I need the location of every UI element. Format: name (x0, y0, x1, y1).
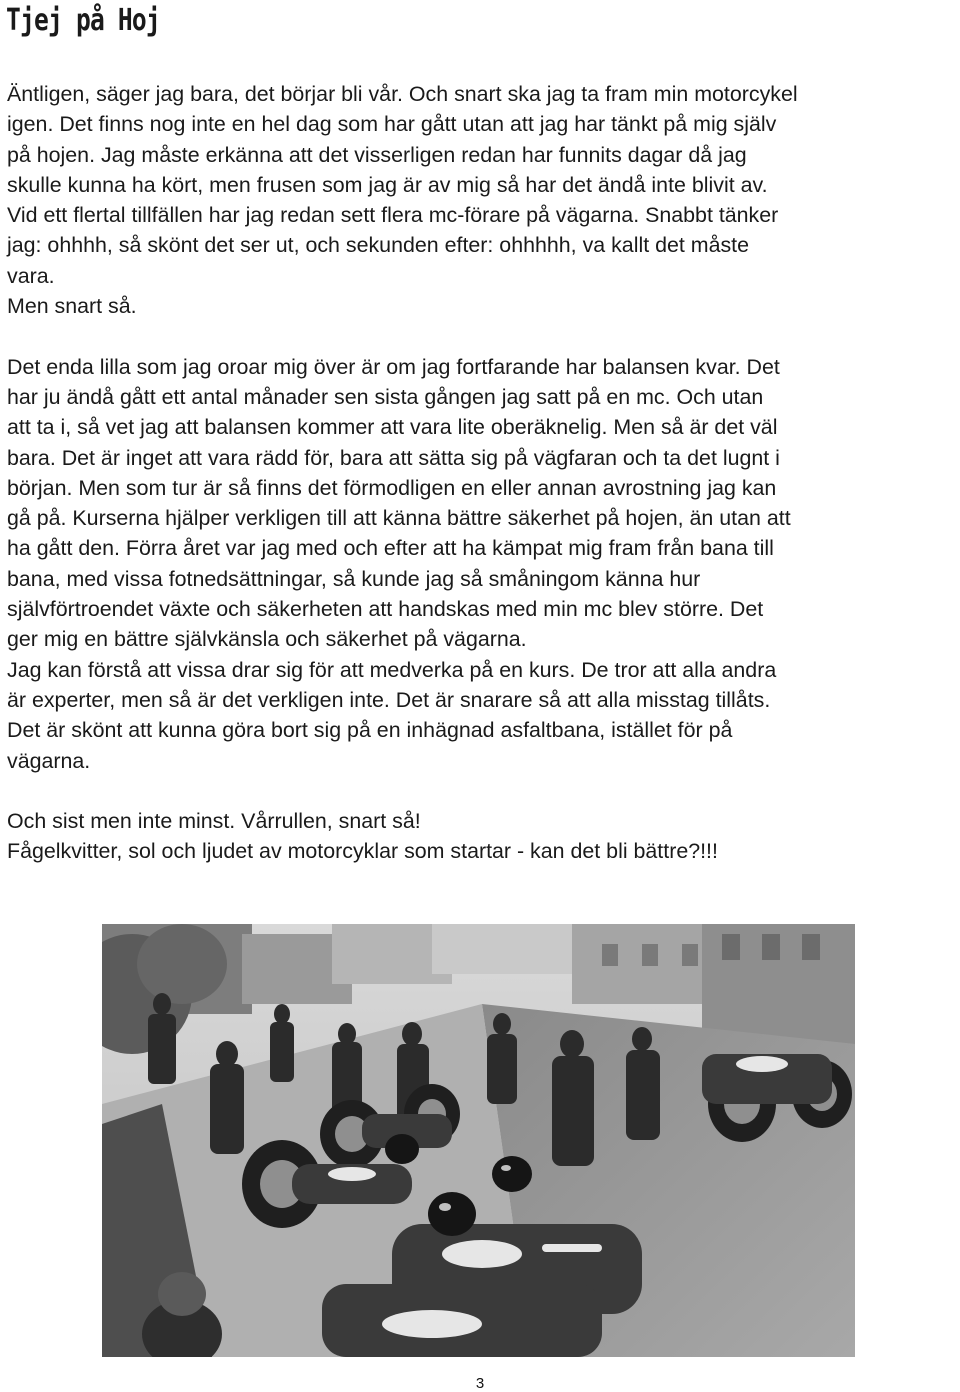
motorcycle-gathering-photo (102, 924, 855, 1357)
article-body (7, 79, 957, 867)
paragraph-spacer (7, 776, 957, 806)
paragraph-3: Och sist men inte minst. Vårrullen, snart så! Fågelkvitter, sol och ljudet av motorcyklar som startar - kan det bli bättre?!!! (7, 809, 718, 864)
paragraph-2: Det enda lilla som jag oroar mig över är om jag fortfarande har balansen kvar. Det har ju ändå gått ett antal månader sen sista gången jag satt på en mc. Och utan att ta i, så vet jag att balansen kommer att vara lite oberäknelig. Men så är det väl bara. Det är inget att vara rädd för, bara att sätta sig på vägfaran och ta det lugnt i början. Men som tur är så finns det förmodligen en eller annan avrostning jag kan gå på. Kurserna hjälper verkligen till att känna bättre säkerhet på hojen, än utan att ha gått den. Förra året var jag med och efter att ha kämpat mig fram från bana till bana, med vissa fotnedsättningar, så kunde jag så småningom känna hur självförtroendet växte och säkerheten att handskas med min mc blev större. Det ger mig en bättre självkänsla och säkerhet på vägarna. Jag kan förstå att vissa drar sig för att medverka på en kurs. De tror att alla andra är experter, men så är det verkligen inte. Det är snarare så att alla misstag tillåts. Det är skönt att kunna göra bort sig på en inhägnad asfaltbana, istället för på vägarna. (7, 354, 791, 773)
article-title: Tjej på Hoj (6, 3, 160, 38)
paragraph-spacer (7, 321, 957, 351)
paragraph-1: Äntligen, säger jag bara, det börjar bli vår. Och snart ska jag ta fram min motorcykel igen. Det finns nog inte en hel dag som har gått utan att jag har tänkt på mig själv på hojen. Jag måste erkänna att det visserligen redan har funnits dagar då jag skulle kunna ha kört, men frusen som jag är av mig så har det ändå inte blivit av. Vid ett flertal tillfällen har jag redan sett flera mc-förare på vägarna. Snabbt tänker jag: ohhhh, så skönt det ser ut, och sekunden efter: ohhhhh, va kallt det måste vara. Men snart så. (7, 82, 798, 319)
page-number: 3 (475, 1375, 485, 1392)
